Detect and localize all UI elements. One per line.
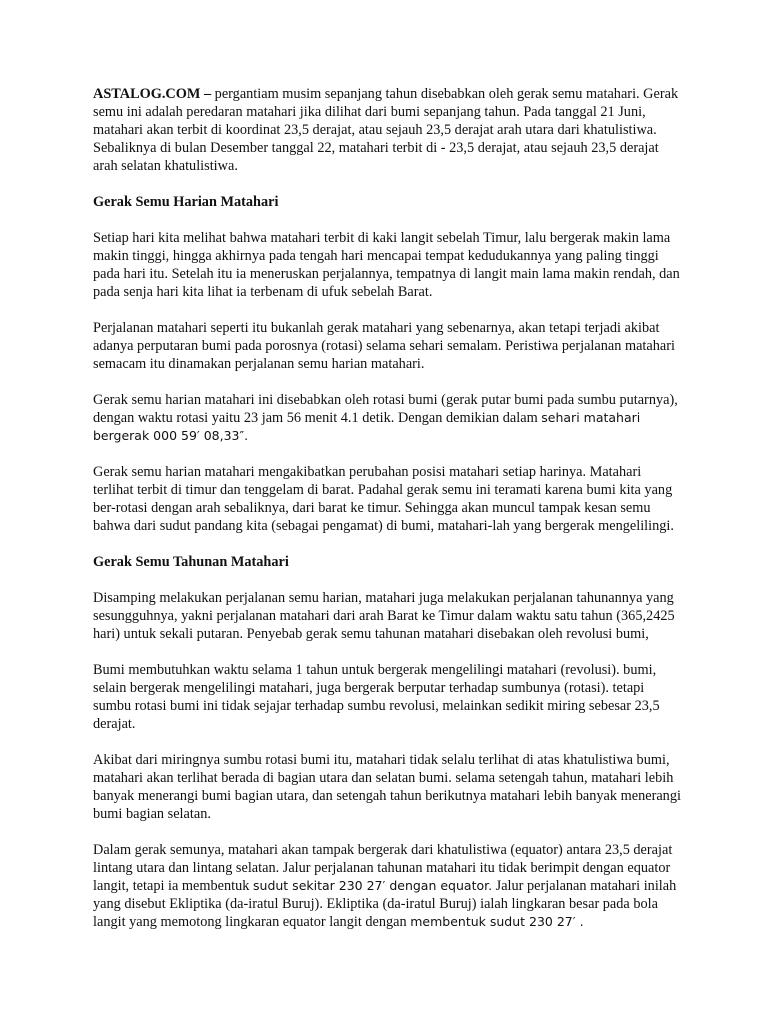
intro-text: pergantiam musim sepanjang tahun disebabkan oleh gerak semu matahari. Gerak semu ini adalah peredaran matahari jika dilihat dari bumi sepanjang tahun. Pada tanggal 21 Juni, matahari akan terbit di koordinat 23,5 derajat, atau sejauh 23,5 derajat arah utara dari khatulistiwa. Sebaliknya di bulan Desember tanggal 22, matahari terbit di - 23,5 derajat, atau sejauh 23,5 derajat arah selatan khatulistiwa. (93, 86, 679, 174)
annual-paragraph-4-text-b: Jalur perjalanan matahari inilah yang disebut Ekliptika (da-iratul Buruj). Ekliptika (da-iratul Buruj) ialah lingkaran besar pada bola langit yang memotong lingkaran equator langit dengan (93, 878, 677, 930)
section-heading-daily: Gerak Semu Harian Matahari (93, 194, 279, 210)
intro-paragraph (93, 85, 683, 175)
annual-paragraph-1: Disamping melakukan perjalanan semu harian, matahari juga melakukan perjalanan tahunannya yang sesungguhnya, yakni perjalanan matahari dari arah Barat ke Timur dalam waktu satu tahun (365,2425 hari) untuk sekali putaran. Penyebab gerak semu tahunan matahari disebakan oleh revolusi bumi, (93, 590, 675, 642)
daily-paragraph-3 (93, 391, 683, 445)
annual-paragraph-4-text-a: Dalam gerak semunya, matahari akan tampak bergerak dari khatulistiwa (equator) antara 23,5 derajat lintang utara dan lintang selatan. Jalur perjalanan tahunan matahari itu tidak berimpit dengan equator langit, tetapi ia membentuk (93, 842, 673, 894)
document-page (93, 85, 683, 949)
annual-paragraph-4-formula-2: membentuk sudut 230 27′ . (410, 914, 584, 929)
annual-paragraph-2: Bumi membutuhkan waktu selama 1 tahun untuk bergerak mengelilingi matahari (revolusi). bumi, selain bergerak mengelilingi matahari, juga bergerak berputar terhadap sumbunya (rotasi). tetapi sumbu rotasi bumi ini tidak sejajar terhadap sumbu revolusi, melainkan sedikit miring sebesar 23,5 derajat. (93, 662, 660, 732)
daily-paragraph-3-text: Gerak semu harian matahari ini disebabkan oleh rotasi bumi (gerak putar bumi pada sumbu putarnya), dengan waktu rotasi yaitu 23 jam 56 menit 4.1 detik. Dengan demikian dalam (93, 392, 678, 426)
site-name: ASTALOG.COM (93, 86, 201, 102)
annual-paragraph-3: Akibat dari miringnya sumbu rotasi bumi itu, matahari tidak selalu terlihat di atas khatulistiwa bumi, matahari akan terlihat berada di bagian utara dan selatan bumi. selama setengah tahun, matahari lebih banyak menerangi bumi bagian utara, dan setengah tahun berikutnya matahari lebih banyak menerangi bumi bagian selatan. (93, 752, 681, 822)
annual-paragraph-4-formula-1: sudut sekitar 230 27′ dengan equator. (253, 878, 493, 893)
daily-paragraph-3-formula: sehari matahari bergerak 000 59′ 08,33″. (93, 410, 641, 443)
daily-paragraph-1: Setiap hari kita melihat bahwa matahari terbit di kaki langit sebelah Timur, lalu bergerak makin lama makin tinggi, hingga akhirnya pada tengah hari mencapai tempat kedudukannya yang paling tinggi pada hari itu. Setelah itu ia meneruskan perjalannya, tempatnya di langit main lama makin rendah, dan pada senja hari kita lihat ia terbenam di ufuk sebelah Barat. (93, 230, 680, 300)
daily-paragraph-4: Gerak semu harian matahari mengakibatkan perubahan posisi matahari setiap harinya. Matahari terlihat terbit di timur dan tenggelam di barat. Padahal gerak semu ini teramati karena bumi kita yang ber-rotasi dengan arah sebaliknya, dari barat ke timur. Sehingga akan muncul tampak kesan semu bahwa dari sudut pandang kita (sebagai pengamat) di bumi, matahari-lah yang bergerak mengelilingi. (93, 464, 674, 534)
intro-dash: – (200, 86, 215, 102)
daily-paragraph-2: Perjalanan matahari seperti itu bukanlah gerak matahari yang sebenarnya, akan tetapi terjadi akibat adanya perputaran bumi pada porosnya (rotasi) selama sehari semalam. Peristiwa perjalanan matahari semacam itu dinamakan perjalanan semu harian matahari. (93, 320, 675, 372)
section-heading-annual: Gerak Semu Tahunan Matahari (93, 554, 289, 570)
annual-paragraph-4 (93, 841, 683, 931)
